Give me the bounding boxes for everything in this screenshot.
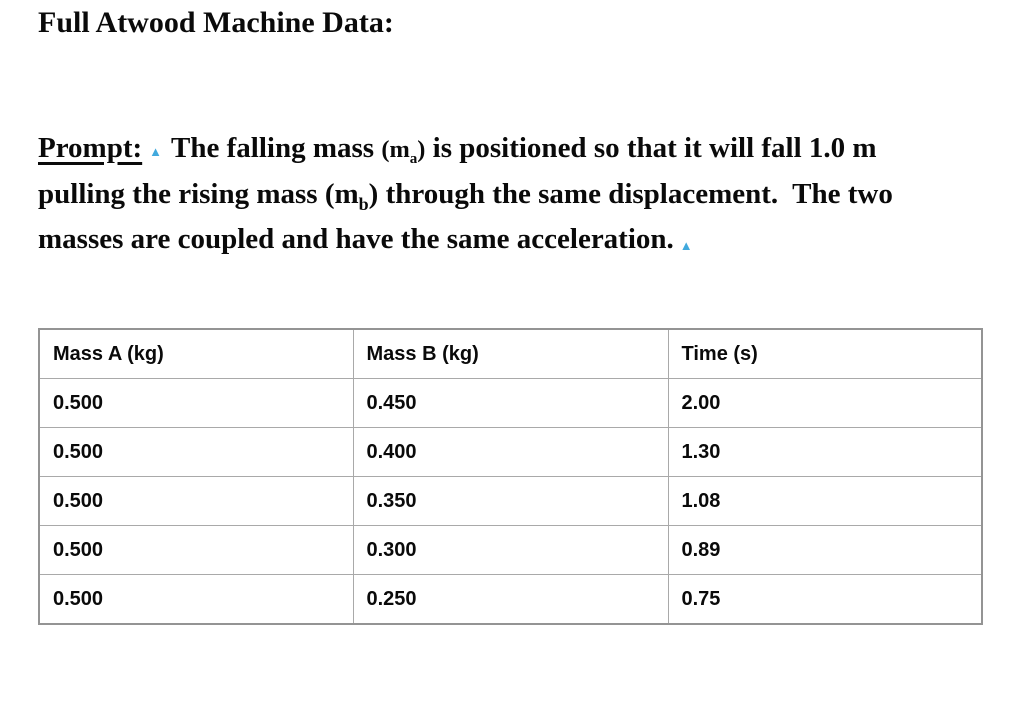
mass-b-subscript: b <box>358 193 369 214</box>
table-cell: 0.500 <box>39 575 353 625</box>
mass-a-close: ) <box>417 136 426 163</box>
table-row <box>39 526 982 575</box>
table-cell: 0.500 <box>39 477 353 526</box>
insertion-marker-icon: ▲ <box>679 238 693 253</box>
table-cell: 0.500 <box>39 379 353 428</box>
table-cell: 0.350 <box>353 477 668 526</box>
header-cell-mass-b: Mass B (kg) <box>353 329 668 379</box>
mass-a-symbol <box>381 136 426 167</box>
table-cell: 0.500 <box>39 526 353 575</box>
insertion-marker-icon: ▲ <box>149 144 163 159</box>
table-cell: 0.400 <box>353 428 668 477</box>
mass-a-subscript: a <box>409 150 418 167</box>
page-title: Full Atwood Machine Data: <box>38 6 394 39</box>
table-cell: 0.500 <box>39 428 353 477</box>
mass-a-base: (m <box>381 136 410 163</box>
table-cell: 0.89 <box>668 526 982 575</box>
table-row <box>39 477 982 526</box>
table-cell: 0.450 <box>353 379 668 428</box>
table-row <box>39 379 982 428</box>
prompt-text-intro: The falling mass <box>171 132 382 164</box>
mass-b-close: ) <box>368 178 379 210</box>
table-cell: 2.00 <box>668 379 982 428</box>
prompt-paragraph <box>38 126 956 262</box>
atwood-data-table <box>38 328 983 625</box>
table-row <box>39 575 982 625</box>
prompt-label: Prompt: <box>38 132 143 164</box>
header-cell-mass-a: Mass A (kg) <box>39 329 353 379</box>
table-cell: 1.30 <box>668 428 982 477</box>
prompt-text-end: through the same displacement. The two masses are coupled and have the same acceleration. <box>38 178 901 255</box>
table-row <box>39 428 982 477</box>
table-header-row <box>39 329 982 379</box>
table-cell: 0.250 <box>353 575 668 625</box>
table-cell: 0.300 <box>353 526 668 575</box>
prompt-text-mid: is positioned so that it will fall 1.0 m pulling the rising mass (m <box>38 132 884 210</box>
table-cell: 0.75 <box>668 575 982 625</box>
table-cell: 1.08 <box>668 477 982 526</box>
header-cell-time: Time (s) <box>668 329 982 379</box>
